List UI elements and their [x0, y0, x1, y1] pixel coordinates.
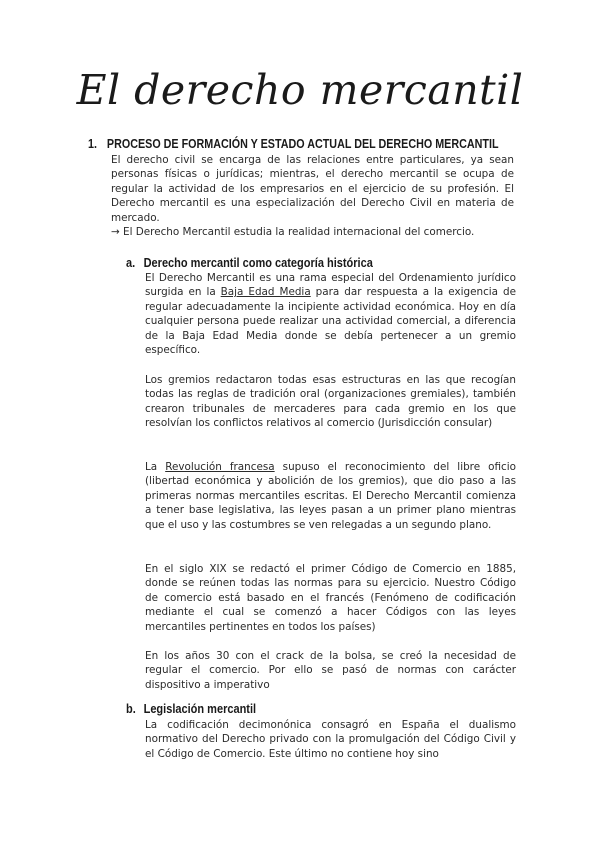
subsection-b-letter: b. [126, 702, 136, 716]
subsection-a-paragraph-3 [145, 460, 516, 532]
document-title: El derecho mercantil [76, 66, 524, 114]
text-run: El Derecho Mercantil es una rama especial del Ordenamiento jurídico surgida en la [145, 272, 516, 299]
subsection-a-paragraph-5: En los años 30 con el crack de la bolsa, se creó la necesidad de regular el comercio. Por ello se pasó de normas con carácter dispositivo a imperativo [145, 650, 516, 691]
subsection-a-paragraph-1 [145, 271, 516, 357]
section-1-paragraph [111, 153, 514, 239]
subsection-a-letter: a. [126, 256, 136, 270]
subsection-b-heading-text: Legislación mercantil [143, 702, 257, 716]
section-1-paragraph-text: El derecho civil se encarga de las relaciones entre particulares, ya sean personas físicas o jurídicas; mientras, el derecho mercantil se ocupa de regular la actividad de los empresarios en el ejercicio de su profesión. El Derecho mercantil es una especialización del Derecho Civil en materia de mercado. [111, 154, 514, 224]
text-run: supuso el reconocimiento del libre oficio (libertad económica y abolición de los gremios), que dio paso a las primeras normas mercantiles escritas. El Derecho Mercantil comienza a tener base legislativa, las leyes pasan a un primer plano mientras que el uso y las costumbres se ven relegadas a un segundo plano. [145, 461, 516, 531]
subsection-a-paragraph-4: En el siglo XIX se redactó el primer Código de Comercio en 1885, donde se reúnen todas las normas para su ejercicio. Nuestro Código de comercio está basado en el francés (Fenómeno de codificación mediante el cual se comenzó a hacer Códigos con las leyes mercantiles pertinentes en todos los países) [145, 563, 516, 633]
section-1-heading-text: PROCESO DE FORMACIÓN Y ESTADO ACTUAL DEL DERECHO MERCANTIL [106, 137, 499, 151]
subsection-b-paragraph-1: La codificación decimonónica consagró en España el dualismo normativo del Derecho privado con la promulgación del Código Civil y el Código de Comercio. Este último no contiene hoy sino [145, 719, 516, 760]
text-run: para dar respuesta a la exigencia de regular adecuadamente la incipiente actividad económica. Hoy en día cualquier persona puede realizar una actividad comercial, a diferencia de la Baja Edad Media donde se debía pertenecer a un gremio específico. [145, 286, 516, 357]
text-run: La [145, 461, 166, 473]
section-1-note: → El Derecho Mercantil estudia la realidad internacional del comercio. [111, 226, 475, 239]
section-1-heading [88, 137, 499, 151]
subsection-a-heading [126, 256, 373, 270]
link-revolucion-francesa[interactable]: Revolución francesa [165, 461, 275, 473]
link-baja-edad-media[interactable]: Baja Edad Media [220, 286, 311, 299]
subsection-a-heading-text: Derecho mercantil como categoría histórica [143, 256, 373, 270]
subsection-b-heading [126, 702, 256, 716]
subsection-a-paragraph-2: Los gremios redactaron todas esas estructuras en las que recogían todas las reglas de tradición oral (organizaciones gremiales), también crearon tribunales de mercaderes para cada gremio en los que resolvían los conflictos relativos al comercio (Jurisdicción consular) [145, 374, 516, 430]
section-1-number: 1. [88, 137, 97, 151]
